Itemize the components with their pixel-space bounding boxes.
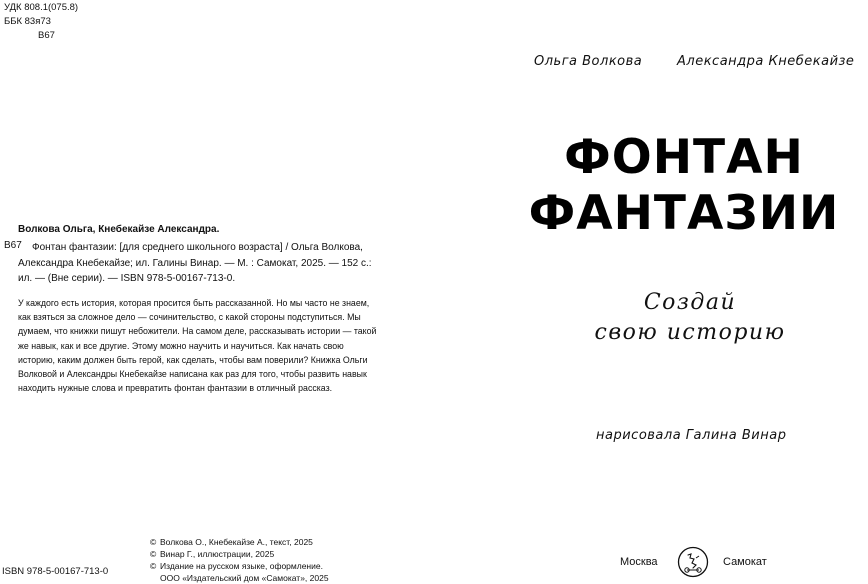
title-line: ФАНТАЗИИ [528, 186, 840, 241]
author-name: Ольга Волкова [534, 54, 643, 69]
book-subtitle [560, 288, 820, 348]
subtitle-line: Создай [643, 290, 737, 315]
copyright-line: © Волкова О., Кнебекайзе А., текст, 2025 [150, 537, 313, 547]
illustrator-credit: нарисовала Галина Винар [596, 428, 787, 443]
publisher-city: Москва [620, 556, 658, 568]
copyright-block [150, 536, 329, 584]
author-name: Александра Кнебекайзе [677, 54, 855, 69]
copyright-line: © Издание на русском языке, оформление. [150, 561, 323, 571]
isbn: ISBN 978-5-00167-713-0 [2, 566, 109, 577]
book-title [500, 130, 868, 242]
publisher-logo-icon [677, 546, 709, 578]
copyright-line: ООО «Издательский дом «Самокат», 2025 [160, 573, 329, 583]
catalog-body: Фонтан фантазии: [для среднего школьного возраста] / Ольга Волкова, Александра Кнебекайзе; ил. Галины Винар. — М. : Самокат, 2025. — 152 с.: ил. — (Вне серии). — ISBN 978-5-00167-713-0. [18, 242, 372, 284]
bbk-code: ББК 83я73 [4, 16, 51, 27]
publisher-name: Самокат [723, 556, 767, 568]
author-code: В67 [38, 30, 55, 41]
catalog-heading: Волкова Ольга, Кнебекайзе Александра. [18, 224, 220, 235]
annotation: У каждого есть история, которая просится быть рассказанной. Но мы часто не знаем, как взяться за сложное дело — сочинительство, с какой стороны подступиться. Мы думаем, что книжки пишут небожители. На самом деле, рассказывать истории — такой же навык, как и все другие. Этому можно научить и научиться. Как начать свою историю, каким должен быть герой, как сделать, чтобы вам поверили? Книжка Ольги Волковой и Александры Кнебекайзе написана как раз для того, чтобы развить навык находить нужные слова и превратить фонтан фантазии в отличный рассказ. [18, 298, 377, 394]
title-line: ФОНТАН [564, 130, 804, 185]
udk-code: УДК 808.1(075.8) [4, 2, 79, 13]
catalog-index: В67 [4, 240, 22, 251]
copyright-line: © Винар Г., иллюстрации, 2025 [150, 549, 275, 559]
subtitle-line: свою историю [594, 320, 786, 345]
